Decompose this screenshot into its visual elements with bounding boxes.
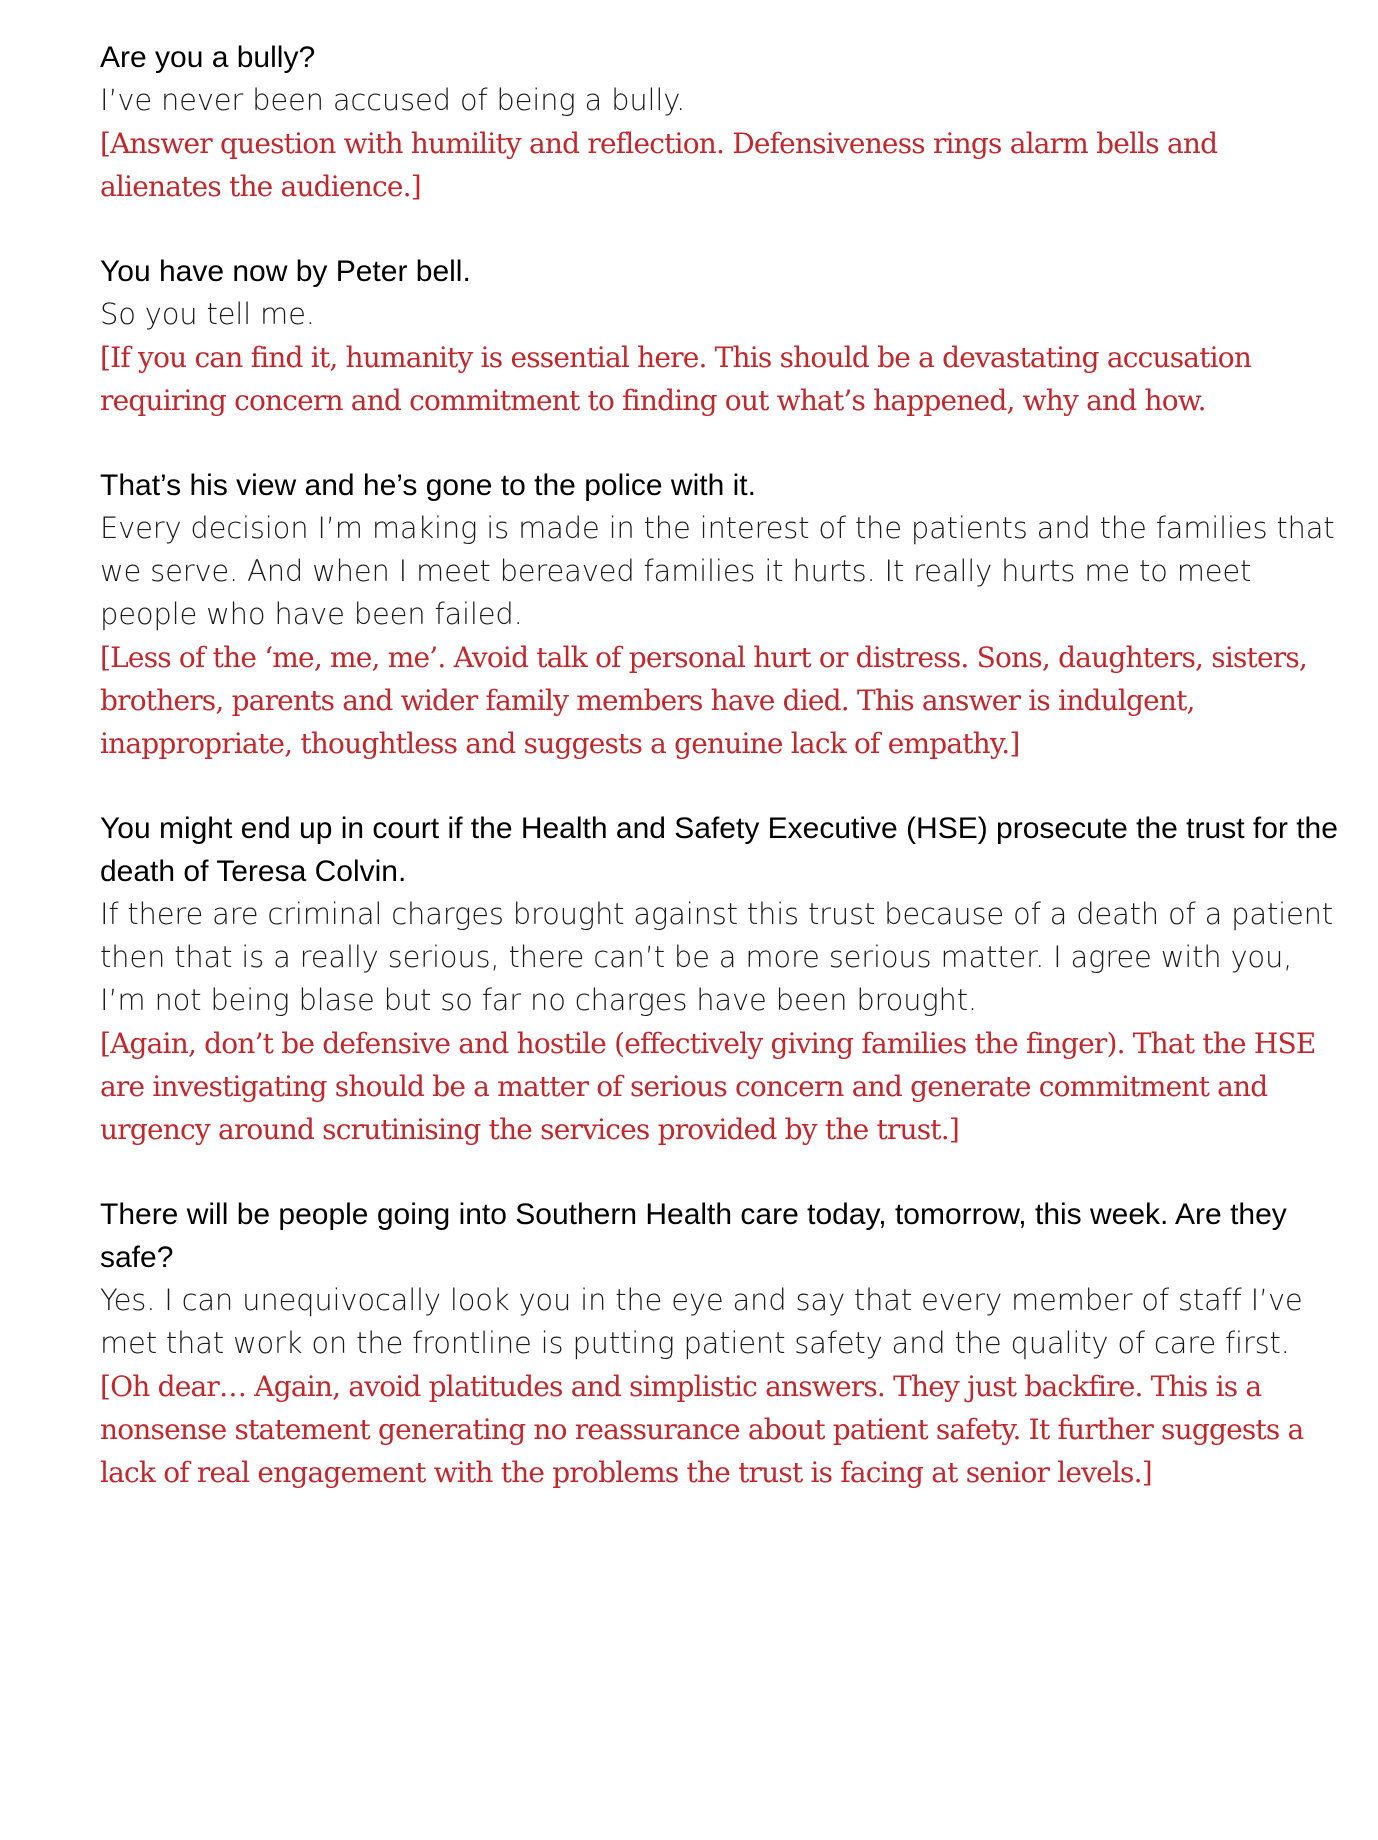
coaching-comment: [If you can find it, humanity is essential here. This should be a devastating accusation requiring concern and commitment to finding out what’s happened, why and how.	[100, 341, 1252, 417]
interview-question: That’s his view and he’s gone to the police with it.	[100, 469, 756, 502]
qa-block-5	[100, 1193, 1340, 1494]
interview-question: Are you a bully?	[100, 41, 316, 74]
qa-block-1	[100, 36, 1340, 208]
coaching-comment: [Answer question with humility and reflection. Defensiveness rings alarm bells and alienates the audience.]	[100, 127, 1218, 203]
coaching-comment: [Less of the ‘me, me, me’. Avoid talk of personal hurt or distress. Sons, daughters, sisters, brothers, parents and wider family members have died. This answer is indulgent, inappropriate, thoughtless and suggests a genuine lack of empathy.]	[100, 641, 1308, 760]
interviewee-answer: So you tell me.	[100, 297, 315, 331]
interview-question: You have now by Peter bell.	[100, 255, 471, 288]
document-page	[100, 36, 1340, 1536]
qa-block-2	[100, 250, 1340, 422]
interviewee-answer: I’ve never been accused of being a bully.	[100, 83, 686, 117]
interviewee-answer: Every decision I’m making is made in the interest of the patients and the families that we serve. And when I meet bereaved families it hurts. It really hurts me to meet people who have been failed.	[100, 511, 1335, 631]
interview-question: You might end up in court if the Health and Safety Executive (HSE) prosecute the trust for the death of Teresa Colvin.	[100, 812, 1338, 888]
interviewee-answer: Yes. I can unequivocally look you in the eye and say that every member of staff I’ve met that work on the frontline is putting patient safety and the quality of care first.	[100, 1283, 1303, 1360]
interview-question: There will be people going into Southern Health care today, tomorrow, this week. Are they safe?	[100, 1198, 1287, 1274]
qa-block-3	[100, 464, 1340, 765]
coaching-comment: [Again, don’t be defensive and hostile (effectively giving families the finger). That the HSE are investigating should be a matter of serious concern and generate commitment and urgency around scrutinising the services provided by the trust.]	[100, 1027, 1316, 1146]
coaching-comment: [Oh dear… Again, avoid platitudes and simplistic answers. They just backfire. This is a nonsense statement generating no reassurance about patient safety. It further suggests a lack of real engagement with the problems the trust is facing at senior levels.]	[100, 1370, 1304, 1489]
qa-block-4	[100, 807, 1340, 1151]
interviewee-answer: If there are criminal charges brought against this trust because of a death of a patient then that is a really serious, there can’t be a more serious matter. I agree with you, I’m not being blase but so far no charges have been brought.	[100, 897, 1333, 1017]
